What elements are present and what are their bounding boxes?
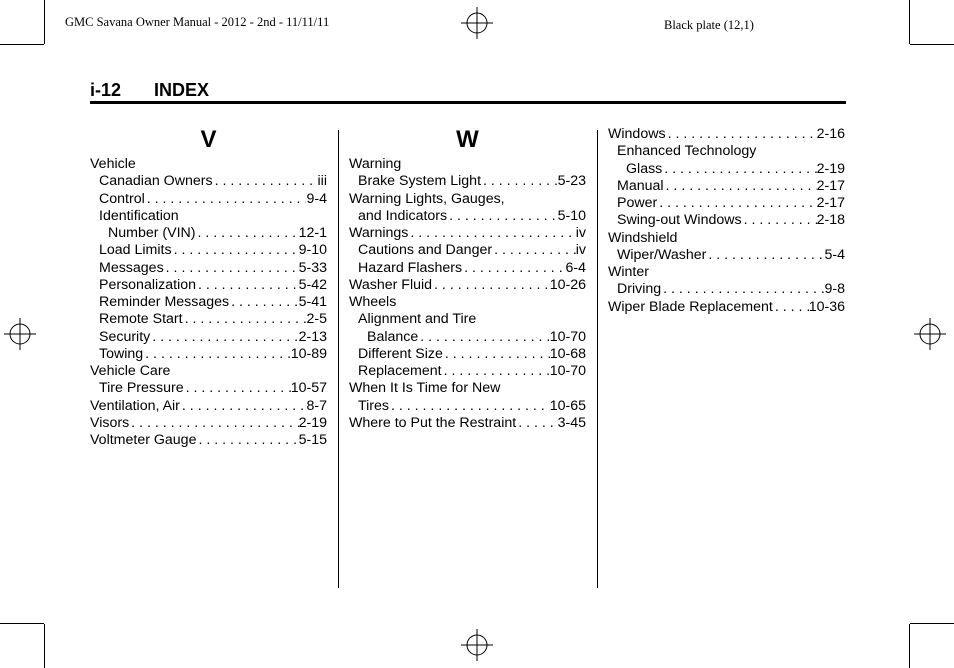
index-entry-page[interactable]: 2-19: [816, 160, 845, 177]
index-letter-heading: V: [200, 126, 217, 153]
dot-leader: [443, 346, 550, 363]
dot-leader: [196, 225, 299, 242]
index-entry-term: Ventilation, Air: [90, 397, 180, 414]
index-entry-term: Vehicle Care: [90, 363, 171, 379]
index-entry: [90, 363, 327, 380]
page-number: i-12: [90, 80, 122, 100]
index-entry: [90, 242, 327, 259]
index-entry-term: Wiper Blade Replacement: [608, 298, 773, 315]
index-entry-term: Tire Pressure: [99, 380, 184, 397]
index-entry-term: Windshield: [608, 229, 678, 246]
crop-mark-top-right-vertical: [909, 0, 910, 44]
crop-mark-bottom-left-vertical: [44, 624, 45, 668]
index-entry-page[interactable]: 10-89: [290, 345, 327, 362]
dot-leader: [481, 173, 558, 190]
dot-leader: [664, 178, 817, 195]
index-entry: [349, 277, 586, 294]
print-header-title: GMC Savana Owner Manual - 2012 - 2nd - 11/11/11: [65, 15, 330, 29]
dot-leader: [150, 329, 298, 346]
column-divider-1: [338, 130, 339, 588]
index-column-1: [90, 126, 327, 449]
index-entry: [349, 260, 586, 277]
index-entry-term: Reminder Messages: [99, 294, 230, 310]
dot-leader: [164, 260, 299, 277]
index-entry: [608, 247, 845, 264]
dot-leader: [196, 432, 298, 449]
index-entry-page[interactable]: 10-68: [549, 345, 586, 362]
index-entry: [349, 242, 586, 259]
index-entry: [349, 294, 586, 311]
section-title: INDEX: [154, 80, 210, 100]
index-entry-term: Tires: [358, 397, 390, 414]
index-entry-term: Cautions and Danger: [358, 242, 493, 259]
index-entry-term: Control: [99, 190, 145, 207]
index-entry-term: Replacement: [358, 363, 442, 379]
index-entry: [349, 329, 586, 346]
index-entry-list: [90, 156, 327, 449]
dot-leader: [666, 126, 817, 143]
index-entry-page[interactable]: 5-33: [298, 259, 327, 276]
section-rule: [90, 101, 846, 104]
index-entry: [90, 415, 327, 432]
index-entry-page[interactable]: 5-23: [557, 173, 586, 190]
crop-mark-top-left-vertical: [44, 0, 45, 44]
index-entry: [349, 208, 586, 225]
index-entry-term: Remote Start: [99, 311, 183, 328]
index-entry-term: Washer Fluid: [349, 276, 433, 293]
dot-leader: [432, 277, 550, 294]
index-letter-heading: W: [456, 126, 479, 153]
registration-mark-bottom-icon: [461, 629, 493, 661]
index-entry-term: Windows: [608, 126, 666, 142]
dot-leader: [213, 173, 318, 190]
index-entry: [608, 299, 845, 316]
dot-leader: [408, 225, 575, 242]
index-entry-page[interactable]: 9-4: [306, 190, 327, 207]
crop-mark-bottom-right-horizontal: [910, 623, 954, 624]
index-entry: [349, 346, 586, 363]
index-entry-term: Balance: [367, 328, 419, 345]
index-entry-term: Swing-out Windows: [617, 212, 742, 229]
dot-leader: [706, 247, 824, 264]
index-entry-page[interactable]: 2-19: [298, 414, 327, 431]
index-column-3: [608, 126, 845, 316]
dot-leader: [442, 363, 550, 380]
index-entry-term: Hazard Flashers: [358, 259, 463, 276]
index-entry-term: Brake System Light: [358, 173, 482, 190]
index-entry-term: Winter: [608, 264, 649, 280]
section-header: [90, 80, 846, 102]
index-entry: [349, 173, 586, 190]
dot-leader: [418, 329, 549, 346]
index-entry-term: Warning Lights, Gauges,: [349, 190, 505, 207]
index-entry: [349, 415, 586, 432]
index-entry: [349, 225, 586, 242]
index-entry-term: Visors: [90, 414, 130, 431]
registration-mark-top-icon: [461, 7, 493, 39]
dot-leader: [516, 415, 557, 432]
index-entry-term: Warnings: [349, 225, 409, 241]
index-entry: [349, 380, 586, 397]
index-entry-term: Manual: [617, 177, 664, 194]
crop-mark-top-left-horizontal: [0, 44, 44, 45]
index-entry-term: Different Size: [358, 345, 443, 362]
index-entry: [90, 346, 327, 363]
index-column-2: [349, 126, 586, 432]
index-entry-page[interactable]: iv: [575, 225, 586, 241]
index-entry: [349, 311, 586, 328]
index-entry-term: Canadian Owners: [99, 173, 213, 190]
index-entry: [90, 294, 327, 311]
dot-leader: [661, 281, 824, 298]
index-entry-page[interactable]: 8-7: [306, 397, 327, 414]
dot-leader: [662, 161, 816, 178]
index-entry-term: Security: [99, 328, 151, 345]
index-entry-page[interactable]: 10-65: [549, 397, 586, 414]
index-entry-term: Identification: [99, 207, 179, 224]
index-entry: [90, 156, 327, 173]
index-entry-page[interactable]: 2-17: [816, 177, 845, 194]
dot-leader: [447, 208, 557, 225]
index-entry: [90, 208, 327, 225]
index-entry: [608, 281, 845, 298]
index-entry: [608, 230, 845, 247]
index-entry-page[interactable]: 10-57: [290, 380, 327, 397]
index-entry-page[interactable]: 9-8: [824, 281, 845, 298]
index-entry: [608, 143, 845, 160]
index-entry: [349, 156, 586, 173]
index-entry-term: Wheels: [349, 294, 397, 310]
index-entry-term: Messages: [99, 259, 164, 276]
index-entry-term: Where to Put the Restraint: [349, 414, 517, 431]
index-entry: [90, 225, 327, 242]
index-entry: [349, 363, 586, 380]
index-entry: [608, 126, 845, 143]
print-header-plate: Black plate (12,1): [664, 18, 754, 32]
index-entry-page[interactable]: iv: [575, 242, 586, 259]
index-entry-page[interactable]: 5-15: [298, 432, 327, 448]
index-entry-page[interactable]: 2-17: [816, 195, 845, 211]
index-entry-term: Power: [617, 195, 658, 211]
index-entry: [608, 161, 845, 178]
index-entry-list: [608, 126, 845, 316]
index-entry-page[interactable]: 5-10: [557, 207, 586, 224]
dot-leader: [657, 195, 816, 212]
dot-leader: [180, 398, 307, 415]
dot-leader: [196, 277, 299, 294]
index-entry: [608, 212, 845, 229]
index-entry-term: Glass: [626, 160, 663, 177]
index-entry: [90, 380, 327, 397]
dot-leader: [183, 311, 307, 328]
index-entry-page[interactable]: 3-45: [557, 414, 586, 431]
dot-leader: [145, 191, 307, 208]
dot-leader: [129, 415, 298, 432]
index-entry-term: Alignment and Tire: [358, 311, 477, 328]
index-entry-term: Number (VIN): [108, 225, 196, 241]
index-entry-page[interactable]: 2-5: [306, 311, 327, 328]
index-entry-page[interactable]: 5-42: [298, 276, 327, 293]
index-entry-page[interactable]: 9-10: [298, 242, 327, 259]
index-entry-page[interactable]: 2-13: [298, 328, 327, 345]
index-entry-term: Warning: [349, 156, 402, 172]
index-entry-page[interactable]: iii: [317, 173, 327, 190]
dot-leader: [229, 294, 298, 311]
index-entry-list: [349, 156, 586, 432]
index-entry: [90, 260, 327, 277]
dot-leader: [389, 398, 550, 415]
index-entry-term: Enhanced Technology: [617, 143, 757, 160]
crop-mark-bottom-right-vertical: [909, 624, 910, 668]
index-entry: [349, 191, 586, 208]
index-entry-page[interactable]: 10-70: [549, 363, 586, 379]
index-entry-page[interactable]: 6-4: [565, 259, 586, 276]
index-entry-term: and Indicators: [358, 207, 448, 224]
registration-mark-right-icon: [914, 318, 946, 350]
index-entry: [90, 191, 327, 208]
registration-mark-left-icon: [4, 318, 36, 350]
index-entry-term: Driving: [617, 281, 662, 298]
index-entry-page[interactable]: 10-26: [549, 276, 586, 293]
index-entry: [90, 277, 327, 294]
column-divider-2: [597, 130, 598, 588]
index-entry-term: Load Limits: [99, 242, 172, 259]
index-entry: [90, 432, 327, 449]
index-entry: [90, 398, 327, 415]
index-entry-page[interactable]: 10-36: [808, 298, 845, 315]
index-entry-term: Vehicle: [90, 156, 136, 172]
dot-leader: [184, 380, 291, 397]
index-entry-page[interactable]: 2-18: [816, 212, 845, 229]
index-entry: [90, 329, 327, 346]
index-entry: [608, 195, 845, 212]
index-entry-page[interactable]: 5-4: [824, 246, 845, 263]
index-entry: [90, 173, 327, 190]
index-entry-term: Personalization: [99, 276, 197, 293]
crop-mark-top-right-horizontal: [910, 44, 954, 45]
index-entry: [349, 398, 586, 415]
index-entry-page[interactable]: 2-16: [816, 126, 845, 142]
crop-mark-bottom-left-horizontal: [0, 623, 44, 624]
dot-leader: [773, 299, 809, 316]
index-entry-term: When It Is Time for New: [349, 380, 501, 397]
index-entry-term: Towing: [99, 345, 144, 362]
index-entry-page[interactable]: 10-70: [549, 328, 586, 345]
index-entry: [608, 178, 845, 195]
index-entry: [90, 311, 327, 328]
index-entry-page[interactable]: 12-1: [298, 225, 327, 241]
dot-leader: [492, 242, 576, 259]
dot-leader: [143, 346, 291, 363]
dot-leader: [172, 242, 299, 259]
dot-leader: [742, 212, 817, 229]
index-entry-page[interactable]: 5-41: [298, 294, 327, 310]
index-entry-term: Voltmeter Gauge: [90, 432, 197, 448]
index-entry-term: Wiper/Washer: [617, 246, 707, 263]
dot-leader: [462, 260, 565, 277]
index-entry: [608, 264, 845, 281]
